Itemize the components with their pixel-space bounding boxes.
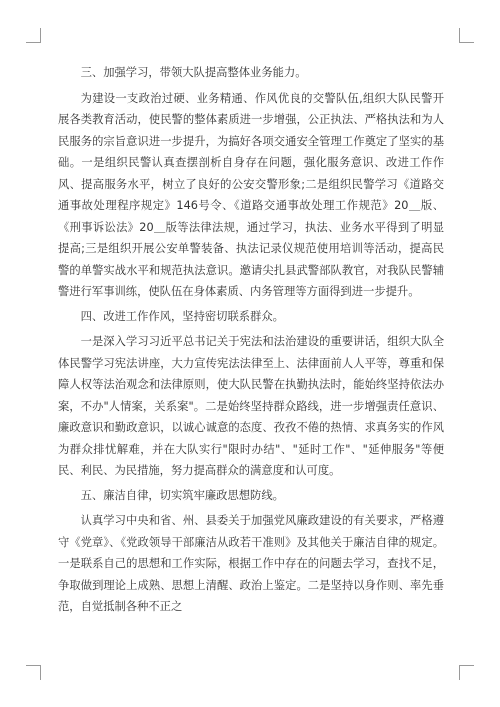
crop-mark-top-right	[459, 28, 474, 43]
crop-mark-top-left	[26, 28, 41, 43]
crop-mark-bottom-right	[459, 665, 474, 680]
section-heading-3: 三、加强学习，带领大队提高整体业务能力。	[80, 66, 307, 79]
body-paragraph-study: 为建设一支政治过硬、业务精通、作风优良的交警队伍,组织大队民警开展各类教育活动，使民警的整体素质进一步增强，公正执法、严格执法和为人民服务的宗旨意识进一步提升，为搞好各项交通安全管理工作奠定了坚实的基础。一是组织民警认真查摆剖析自身存在问题，强化服务意识、改进工作作风、提高服务水平，树立了良好的公安交警形象;二是组织民警学习《道路交通事故处理程序规定》146号令、《道路交通事故处理工作规范》20＿版、《刑事诉讼法》20＿版等法律法规，通过学习，执法、业务水平得到了明显提高;三是组织开展公安单警装备、执法记录仪规范使用培训等活动，提高民警的单警实战水平和规范执法意识。邀请尖扎县武警部队教官，对我队民警辅警进行军事训练，使队伍在身体素质、内务管理等方面得到进一步提升。	[58, 91, 444, 298]
body-paragraph-integrity: 认真学习中央和省、州、县委关于加强党风廉政建设的有关要求，严格遵守《党章》、《党政领导干部廉洁从政若干准则》及其他关于廉洁自律的规定。一是联系自己的思想和工作实际，根据工作中存在的问题去学习，查找不足，争取做到理论上成熟、思想上清醒、政治上鉴定。二是坚持以身作则、率先垂范，自觉抵制各种不正之	[58, 514, 444, 613]
document-body	[58, 62, 444, 621]
section-heading-5: 五、廉洁自律，切实筑牢廉政思想防线。	[80, 488, 284, 502]
crop-mark-bottom-left	[26, 665, 41, 680]
body-paragraph-work-style: 一是深入学习习近平总书记关于宪法和法治建设的重要讲话，组织大队全体民警学习宪法讲座，大力宣传宪法法律至上、法律面前人人平等，尊重和保障人权等法治观念和法律原则，使大队民警在执勤执法时，能始终坚持依法办案，不办"人情案，关系案"。二是始终坚持群众路线，进一步增强责任意识、廉政意识和勤政意识，以诚心诚意的态度、孜孜不倦的热情、求真务实的作风为群众排忧解难，并在大队实行"限时办结"、"延时工作"、"延伸服务"等便民、利民、为民措施，努力提高群众的满意度和认可度。	[58, 335, 444, 477]
section-heading-4: 四、改进工作作风，坚持密切联系群众。	[80, 309, 284, 323]
